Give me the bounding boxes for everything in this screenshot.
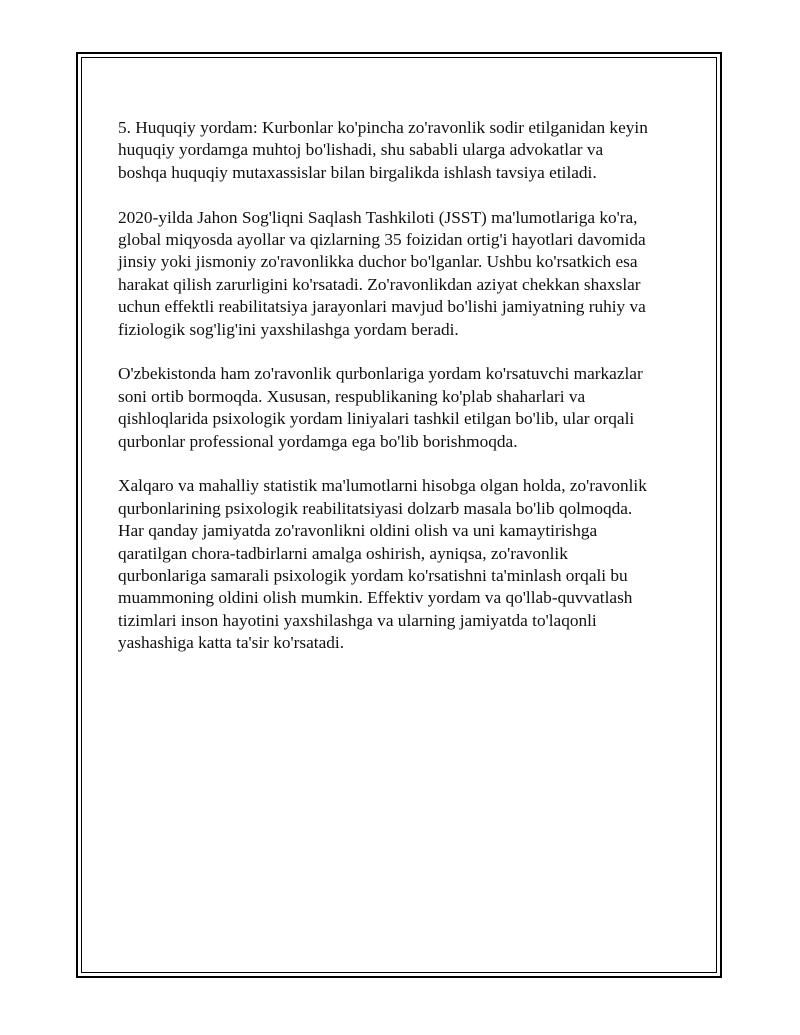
text-line: harakat qilish zarurligini ko'rsatadi. Zo'ravonlikdan aziyat chekkan shaxslar — [118, 274, 641, 294]
text-line: 2020-yilda Jahon Sog'liqni Saqlash Tashkiloti (JSST) ma'lumotlariga ko'ra, — [118, 207, 638, 227]
text-line: qurbonlar professional yordamga ega bo'lib borishmoqda. — [118, 431, 518, 451]
text-line: Xalqaro va mahalliy statistik ma'lumotlarni hisobga olgan holda, zo'ravonlik — [118, 476, 647, 496]
text-line: yashashiga katta ta'sir ko'rsatadi. — [118, 633, 345, 653]
text-line: global miqyosda ayollar va qizlarning 35 foizidan ortig'i hayotlari davomida — [118, 230, 646, 250]
document-body — [118, 117, 688, 677]
text-line: 5. Huquqiy yordam: Kurbonlar ko'pincha zo'ravonlik sodir etilganidan keyin — [118, 118, 648, 137]
text-line: qurbonlarining psixologik reabilitatsiyasi dolzarb masala bo'lib qolmoqda. — [118, 498, 633, 518]
text-line: qaratilgan chora-tadbirlarni amalga oshirish, ayniqsa, zo'ravonlik — [118, 543, 568, 563]
text-line: jinsiy yoki jismoniy zo'ravonlikka duchor bo'lganlar. Ushbu ko'rsatkich esa — [118, 252, 638, 272]
text-line: huquqiy yordamga muhtoj bo'lishadi, shu sababli ularga advokatlar va — [118, 140, 604, 160]
paragraph-uzbekistan-centers — [118, 363, 688, 453]
paragraph-conclusion — [118, 475, 688, 654]
text-line: boshqa huquqiy mutaxassislar bilan birgalikda ishlash tavsiya etiladi. — [118, 162, 597, 182]
text-line: fiziologik sog'lig'ini yaxshilashga yordam beradi. — [118, 319, 459, 339]
text-line: qishloqlarida psixologik yordam liniyalari tashkil etilgan bo'lib, ular orqali — [118, 409, 635, 429]
text-line: uchun effektli reabilitatsiya jarayonlari mavjud bo'lishi jamiyatning ruhiy va — [118, 297, 646, 317]
text-line: Har qanday jamiyatda zo'ravonlikni oldini olish va uni kamaytirishga — [118, 521, 598, 541]
paragraph-who-statistics — [118, 207, 688, 341]
text-line: qurbonlariga samarali psixologik yordam ko'rsatishni ta'minlash orqali bu — [118, 566, 628, 586]
text-line: muammoning oldini olish mumkin. Effektiv yordam va qo'llab-quvvatlash — [118, 588, 633, 608]
text-line: soni ortib bormoqda. Xususan, respublikaning ko'plab shaharlari va — [118, 386, 586, 406]
text-line: O'zbekistonda ham zo'ravonlik qurbonlariga yordam ko'rsatuvchi markazlar — [118, 364, 643, 384]
paragraph-legal-aid — [118, 117, 688, 184]
text-line: tizimlari inson hayotini yaxshilashga va ularning jamiyatda to'laqonli — [118, 610, 597, 630]
